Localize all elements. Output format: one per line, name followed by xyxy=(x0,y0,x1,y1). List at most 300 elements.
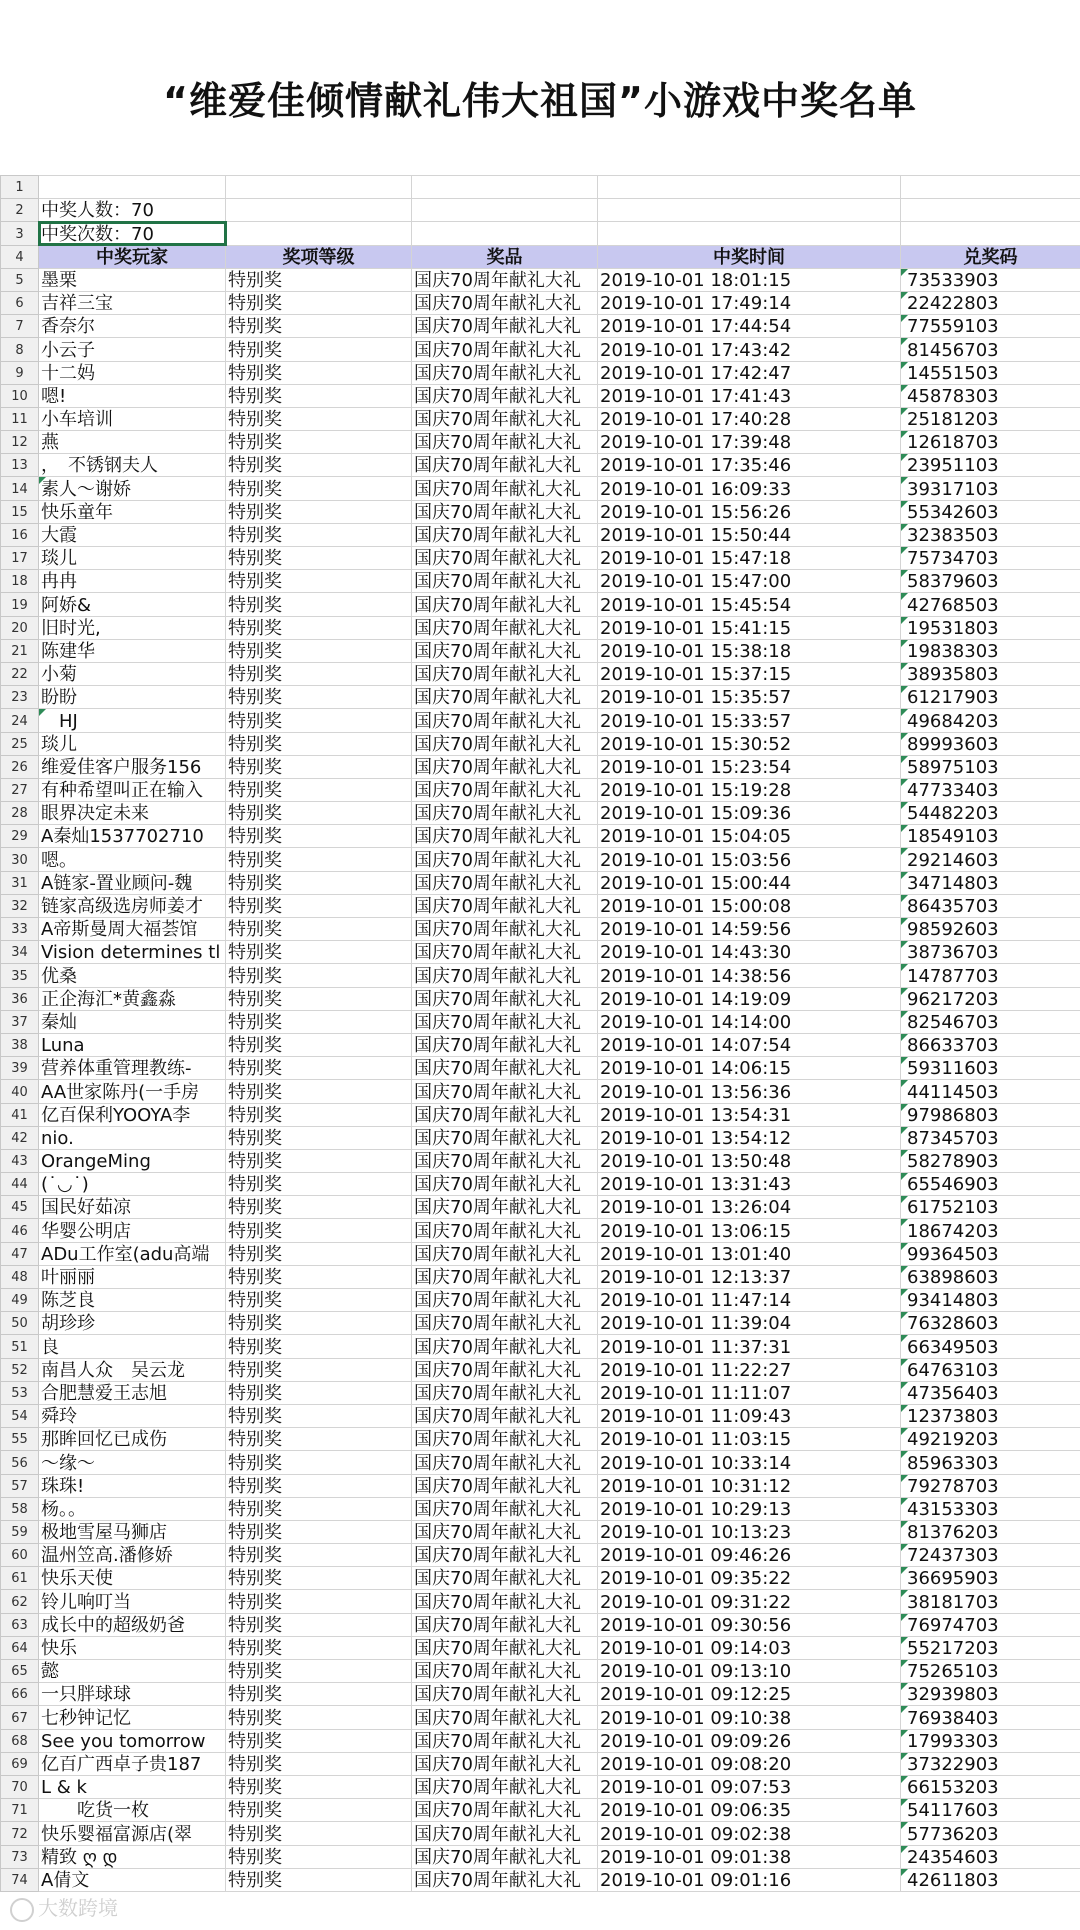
player-cell[interactable]: 舜玲 xyxy=(39,1404,226,1427)
cell[interactable] xyxy=(412,199,598,222)
prize-level-cell[interactable]: 特别奖 xyxy=(226,778,412,801)
prize-cell[interactable]: 国庆70周年献礼大礼 xyxy=(412,1404,598,1427)
redeem-code-cell[interactable]: 72437303 xyxy=(901,1544,1080,1567)
redeem-code-cell[interactable]: 64763103 xyxy=(901,1358,1080,1381)
redeem-code-cell[interactable]: 37322903 xyxy=(901,1752,1080,1775)
redeem-code-cell[interactable]: 17993303 xyxy=(901,1729,1080,1752)
redeem-code-cell[interactable]: 76328603 xyxy=(901,1312,1080,1335)
prize-level-cell[interactable]: 特别奖 xyxy=(226,1033,412,1056)
win-time-cell[interactable]: 2019-10-01 09:01:16 xyxy=(598,1868,901,1891)
player-cell[interactable]: 七秒钟记忆 xyxy=(39,1706,226,1729)
player-cell[interactable]: 吃货一枚 xyxy=(39,1799,226,1822)
win-time-cell[interactable]: 2019-10-01 15:23:54 xyxy=(598,755,901,778)
prize-cell[interactable]: 国庆70周年献礼大礼 xyxy=(412,709,598,732)
redeem-code-cell[interactable]: 58975103 xyxy=(901,755,1080,778)
redeem-code-cell[interactable]: 86435703 xyxy=(901,894,1080,917)
cell[interactable] xyxy=(412,176,598,199)
prize-cell[interactable]: 国庆70周年献礼大礼 xyxy=(412,1173,598,1196)
prize-cell[interactable]: 国庆70周年献礼大礼 xyxy=(412,593,598,616)
prize-cell[interactable]: 国庆70周年献礼大礼 xyxy=(412,1219,598,1242)
header-redeem-code[interactable]: 兑奖码 xyxy=(901,245,1080,268)
win-time-cell[interactable]: 2019-10-01 15:47:18 xyxy=(598,547,901,570)
cell[interactable] xyxy=(598,222,901,245)
win-time-cell[interactable]: 2019-10-01 16:09:33 xyxy=(598,477,901,500)
player-cell[interactable]: 合肥慧爱王志旭 xyxy=(39,1381,226,1404)
win-time-cell[interactable]: 2019-10-01 15:47:00 xyxy=(598,570,901,593)
prize-level-cell[interactable]: 特别奖 xyxy=(226,1265,412,1288)
prize-cell[interactable]: 国庆70周年献礼大礼 xyxy=(412,338,598,361)
prize-cell[interactable]: 国庆70周年献礼大礼 xyxy=(412,431,598,454)
win-time-cell[interactable]: 2019-10-01 09:12:25 xyxy=(598,1683,901,1706)
prize-level-cell[interactable]: 特别奖 xyxy=(226,1010,412,1033)
prize-level-cell[interactable]: 特别奖 xyxy=(226,1520,412,1543)
prize-level-cell[interactable]: 特别奖 xyxy=(226,1312,412,1335)
redeem-code-cell[interactable]: 24354603 xyxy=(901,1845,1080,1868)
redeem-code-cell[interactable]: 38736703 xyxy=(901,941,1080,964)
player-cell[interactable]: ， 不锈钢夫人 xyxy=(39,454,226,477)
redeem-code-cell[interactable]: 76974703 xyxy=(901,1613,1080,1636)
redeem-code-cell[interactable]: 55342603 xyxy=(901,500,1080,523)
player-cell[interactable]: ～缘～ xyxy=(39,1451,226,1474)
win-time-cell[interactable]: 2019-10-01 15:56:26 xyxy=(598,500,901,523)
win-time-cell[interactable]: 2019-10-01 09:07:53 xyxy=(598,1775,901,1798)
player-cell[interactable]: 有种希望叫正在输入 xyxy=(39,778,226,801)
win-time-cell[interactable]: 2019-10-01 09:06:35 xyxy=(598,1799,901,1822)
win-time-cell[interactable]: 2019-10-01 17:35:46 xyxy=(598,454,901,477)
player-cell[interactable]: 温州笠高.潘修娇 xyxy=(39,1544,226,1567)
player-cell[interactable]: 盼盼 xyxy=(39,686,226,709)
prize-level-cell[interactable]: 特别奖 xyxy=(226,1358,412,1381)
win-time-cell[interactable]: 2019-10-01 13:06:15 xyxy=(598,1219,901,1242)
player-cell[interactable]: 华婴公明店 xyxy=(39,1219,226,1242)
redeem-code-cell[interactable]: 61752103 xyxy=(901,1196,1080,1219)
redeem-code-cell[interactable]: 59311603 xyxy=(901,1057,1080,1080)
win-time-cell[interactable]: 2019-10-01 17:42:47 xyxy=(598,361,901,384)
player-cell[interactable]: OrangeMing xyxy=(39,1149,226,1172)
prize-cell[interactable]: 国庆70周年献礼大礼 xyxy=(412,918,598,941)
redeem-code-cell[interactable]: 14787703 xyxy=(901,964,1080,987)
cell[interactable] xyxy=(901,222,1080,245)
redeem-code-cell[interactable]: 65546903 xyxy=(901,1173,1080,1196)
redeem-code-cell[interactable]: 89993603 xyxy=(901,732,1080,755)
redeem-code-cell[interactable]: 19838303 xyxy=(901,639,1080,662)
prize-cell[interactable]: 国庆70周年献礼大礼 xyxy=(412,1613,598,1636)
player-cell[interactable]: 阿娇& xyxy=(39,593,226,616)
prize-level-cell[interactable]: 特别奖 xyxy=(226,407,412,430)
prize-level-cell[interactable]: 特别奖 xyxy=(226,1149,412,1172)
player-cell[interactable]: 嗯! xyxy=(39,384,226,407)
redeem-code-cell[interactable]: 42768503 xyxy=(901,593,1080,616)
player-cell[interactable]: 维爱佳客户服务156 xyxy=(39,755,226,778)
prize-cell[interactable]: 国庆70周年献礼大礼 xyxy=(412,315,598,338)
header-prize[interactable]: 奖品 xyxy=(412,245,598,268)
redeem-code-cell[interactable]: 29214603 xyxy=(901,848,1080,871)
player-cell[interactable]: A链家-置业顾问-魏 xyxy=(39,871,226,894)
win-time-cell[interactable]: 2019-10-01 09:10:38 xyxy=(598,1706,901,1729)
prize-cell[interactable]: 国庆70周年献礼大礼 xyxy=(412,778,598,801)
prize-level-cell[interactable]: 特别奖 xyxy=(226,1683,412,1706)
prize-cell[interactable]: 国庆70周年献礼大礼 xyxy=(412,662,598,685)
prize-level-cell[interactable]: 特别奖 xyxy=(226,1080,412,1103)
player-cell[interactable]: Vision determines tl xyxy=(39,941,226,964)
win-time-cell[interactable]: 2019-10-01 15:04:05 xyxy=(598,825,901,848)
prize-level-cell[interactable]: 特别奖 xyxy=(226,431,412,454)
prize-cell[interactable]: 国庆70周年献礼大礼 xyxy=(412,1057,598,1080)
prize-level-cell[interactable]: 特别奖 xyxy=(226,500,412,523)
win-time-cell[interactable]: 2019-10-01 14:07:54 xyxy=(598,1033,901,1056)
player-cell[interactable]: (˙◡˙) xyxy=(39,1173,226,1196)
redeem-code-cell[interactable]: 66153203 xyxy=(901,1775,1080,1798)
redeem-code-cell[interactable]: 93414803 xyxy=(901,1289,1080,1312)
prize-cell[interactable]: 国庆70周年献礼大礼 xyxy=(412,1010,598,1033)
prize-level-cell[interactable]: 特别奖 xyxy=(226,894,412,917)
prize-level-cell[interactable]: 特别奖 xyxy=(226,1706,412,1729)
redeem-code-cell[interactable]: 99364503 xyxy=(901,1242,1080,1265)
redeem-code-cell[interactable]: 66349503 xyxy=(901,1335,1080,1358)
prize-level-cell[interactable]: 特别奖 xyxy=(226,1868,412,1891)
cell[interactable] xyxy=(901,176,1080,199)
prize-cell[interactable]: 国庆70周年献礼大礼 xyxy=(412,1312,598,1335)
player-cell[interactable]: 南昌人众 吴云龙 xyxy=(39,1358,226,1381)
player-cell[interactable]: 墨栗 xyxy=(39,268,226,291)
win-time-cell[interactable]: 2019-10-01 11:37:31 xyxy=(598,1335,901,1358)
prize-level-cell[interactable]: 特别奖 xyxy=(226,1822,412,1845)
redeem-code-cell[interactable]: 43153303 xyxy=(901,1497,1080,1520)
player-cell[interactable]: 亿百广西卓子贵187 xyxy=(39,1752,226,1775)
win-time-cell[interactable]: 2019-10-01 14:14:00 xyxy=(598,1010,901,1033)
prize-level-cell[interactable]: 特别奖 xyxy=(226,871,412,894)
redeem-code-cell[interactable]: 19531803 xyxy=(901,616,1080,639)
win-time-cell[interactable]: 2019-10-01 11:03:15 xyxy=(598,1428,901,1451)
prize-cell[interactable]: 国庆70周年献礼大礼 xyxy=(412,802,598,825)
redeem-code-cell[interactable]: 38935803 xyxy=(901,662,1080,685)
player-cell[interactable]: 香奈尔 xyxy=(39,315,226,338)
redeem-code-cell[interactable]: 38181703 xyxy=(901,1590,1080,1613)
player-cell[interactable]: nio. xyxy=(39,1126,226,1149)
player-cell[interactable]: 铃儿响叮当 xyxy=(39,1590,226,1613)
prize-level-cell[interactable]: 特别奖 xyxy=(226,1335,412,1358)
player-cell[interactable]: 快乐天使 xyxy=(39,1567,226,1590)
prize-cell[interactable]: 国庆70周年献礼大礼 xyxy=(412,1196,598,1219)
prize-level-cell[interactable]: 特别奖 xyxy=(226,268,412,291)
player-cell[interactable]: 那眸回忆已成伤 xyxy=(39,1428,226,1451)
win-time-cell[interactable]: 2019-10-01 09:31:22 xyxy=(598,1590,901,1613)
prize-level-cell[interactable]: 特别奖 xyxy=(226,1404,412,1427)
redeem-code-cell[interactable]: 22422803 xyxy=(901,291,1080,314)
prize-level-cell[interactable]: 特别奖 xyxy=(226,1289,412,1312)
prize-cell[interactable]: 国庆70周年献礼大礼 xyxy=(412,268,598,291)
prize-cell[interactable]: 国庆70周年献礼大礼 xyxy=(412,1520,598,1543)
win-time-cell[interactable]: 2019-10-01 13:31:43 xyxy=(598,1173,901,1196)
redeem-code-cell[interactable]: 76938403 xyxy=(901,1706,1080,1729)
prize-level-cell[interactable]: 特别奖 xyxy=(226,1799,412,1822)
player-cell[interactable]: 小云子 xyxy=(39,338,226,361)
redeem-code-cell[interactable]: 63898603 xyxy=(901,1265,1080,1288)
player-cell[interactable]: 精致 ღ დ xyxy=(39,1845,226,1868)
prize-level-cell[interactable]: 特别奖 xyxy=(226,1173,412,1196)
player-cell[interactable]: 眼界决定未来 xyxy=(39,802,226,825)
prize-level-cell[interactable]: 特别奖 xyxy=(226,1636,412,1659)
player-cell[interactable]: 十二妈 xyxy=(39,361,226,384)
prize-level-cell[interactable]: 特别奖 xyxy=(226,338,412,361)
redeem-code-cell[interactable]: 58278903 xyxy=(901,1149,1080,1172)
prize-cell[interactable]: 国庆70周年献礼大礼 xyxy=(412,1636,598,1659)
prize-level-cell[interactable]: 特别奖 xyxy=(226,662,412,685)
win-time-cell[interactable]: 2019-10-01 15:45:54 xyxy=(598,593,901,616)
redeem-code-cell[interactable]: 23951103 xyxy=(901,454,1080,477)
prize-cell[interactable]: 国庆70周年献礼大礼 xyxy=(412,1080,598,1103)
redeem-code-cell[interactable]: 75265103 xyxy=(901,1660,1080,1683)
prize-level-cell[interactable]: 特别奖 xyxy=(226,1660,412,1683)
redeem-code-cell[interactable]: 49219203 xyxy=(901,1428,1080,1451)
prize-level-cell[interactable]: 特别奖 xyxy=(226,1126,412,1149)
prize-cell[interactable]: 国庆70周年献礼大礼 xyxy=(412,1381,598,1404)
prize-cell[interactable]: 国庆70周年献礼大礼 xyxy=(412,1242,598,1265)
win-time-cell[interactable]: 2019-10-01 14:59:56 xyxy=(598,918,901,941)
prize-cell[interactable]: 国庆70周年献礼大礼 xyxy=(412,1033,598,1056)
prize-level-cell[interactable]: 特别奖 xyxy=(226,1242,412,1265)
win-time-cell[interactable]: 2019-10-01 12:13:37 xyxy=(598,1265,901,1288)
prize-level-cell[interactable]: 特别奖 xyxy=(226,361,412,384)
prize-cell[interactable]: 国庆70周年献礼大礼 xyxy=(412,1335,598,1358)
win-time-cell[interactable]: 2019-10-01 09:02:38 xyxy=(598,1822,901,1845)
win-time-cell[interactable]: 2019-10-01 14:43:30 xyxy=(598,941,901,964)
player-cell[interactable]: 琰儿 xyxy=(39,732,226,755)
prize-cell[interactable]: 国庆70周年献礼大礼 xyxy=(412,384,598,407)
prize-cell[interactable]: 国庆70周年献礼大礼 xyxy=(412,1103,598,1126)
win-time-cell[interactable]: 2019-10-01 13:54:31 xyxy=(598,1103,901,1126)
player-cell[interactable]: 快乐婴福富源店(翠 xyxy=(39,1822,226,1845)
player-cell[interactable]: 冉冉 xyxy=(39,570,226,593)
prize-cell[interactable]: 国庆70周年献礼大礼 xyxy=(412,1729,598,1752)
prize-cell[interactable]: 国庆70周年献礼大礼 xyxy=(412,1683,598,1706)
prize-level-cell[interactable]: 特别奖 xyxy=(226,987,412,1010)
prize-level-cell[interactable]: 特别奖 xyxy=(226,1613,412,1636)
prize-level-cell[interactable]: 特别奖 xyxy=(226,1219,412,1242)
cell[interactable] xyxy=(901,199,1080,222)
win-time-cell[interactable]: 2019-10-01 10:31:12 xyxy=(598,1474,901,1497)
prize-level-cell[interactable]: 特别奖 xyxy=(226,825,412,848)
prize-level-cell[interactable]: 特别奖 xyxy=(226,1729,412,1752)
player-cell[interactable]: 陈建华 xyxy=(39,639,226,662)
player-cell[interactable]: 营养体重管理教练- xyxy=(39,1057,226,1080)
prize-level-cell[interactable]: 特别奖 xyxy=(226,593,412,616)
redeem-code-cell[interactable]: 73533903 xyxy=(901,268,1080,291)
win-time-cell[interactable]: 2019-10-01 10:13:23 xyxy=(598,1520,901,1543)
redeem-code-cell[interactable]: 49684203 xyxy=(901,709,1080,732)
prize-level-cell[interactable]: 特别奖 xyxy=(226,454,412,477)
player-cell[interactable]: 嗯。 xyxy=(39,848,226,871)
win-time-cell[interactable]: 2019-10-01 15:03:56 xyxy=(598,848,901,871)
cell[interactable] xyxy=(226,199,412,222)
prize-level-cell[interactable]: 特别奖 xyxy=(226,1544,412,1567)
prize-level-cell[interactable]: 特别奖 xyxy=(226,941,412,964)
player-cell[interactable]: A倩文 xyxy=(39,1868,226,1891)
prize-cell[interactable]: 国庆70周年献礼大礼 xyxy=(412,547,598,570)
redeem-code-cell[interactable]: 44114503 xyxy=(901,1080,1080,1103)
prize-cell[interactable]: 国庆70周年献礼大礼 xyxy=(412,1706,598,1729)
prize-level-cell[interactable]: 特别奖 xyxy=(226,1103,412,1126)
player-cell[interactable]: See you tomorrow xyxy=(39,1729,226,1752)
redeem-code-cell[interactable]: 77559103 xyxy=(901,315,1080,338)
prize-cell[interactable]: 国庆70周年献礼大礼 xyxy=(412,523,598,546)
prize-cell[interactable]: 国庆70周年献礼大礼 xyxy=(412,1428,598,1451)
win-time-cell[interactable]: 2019-10-01 09:14:03 xyxy=(598,1636,901,1659)
prize-level-cell[interactable]: 特别奖 xyxy=(226,918,412,941)
win-times-cell[interactable]: 中奖次数：70 xyxy=(39,222,226,245)
prize-cell[interactable]: 国庆70周年献礼大礼 xyxy=(412,686,598,709)
player-cell[interactable]: 快乐童年 xyxy=(39,500,226,523)
player-cell[interactable]: 杨。。 xyxy=(39,1497,226,1520)
prize-cell[interactable]: 国庆70周年献礼大礼 xyxy=(412,894,598,917)
prize-cell[interactable]: 国庆70周年献礼大礼 xyxy=(412,1265,598,1288)
prize-level-cell[interactable]: 特别奖 xyxy=(226,291,412,314)
prize-cell[interactable]: 国庆70周年献礼大礼 xyxy=(412,361,598,384)
player-cell[interactable]: 旧时光, xyxy=(39,616,226,639)
redeem-code-cell[interactable]: 58379603 xyxy=(901,570,1080,593)
win-time-cell[interactable]: 2019-10-01 15:50:44 xyxy=(598,523,901,546)
player-cell[interactable]: 亿百保利YOOYA李 xyxy=(39,1103,226,1126)
redeem-code-cell[interactable]: 79278703 xyxy=(901,1474,1080,1497)
prize-level-cell[interactable]: 特别奖 xyxy=(226,639,412,662)
prize-level-cell[interactable]: 特别奖 xyxy=(226,732,412,755)
redeem-code-cell[interactable]: 34714803 xyxy=(901,871,1080,894)
prize-cell[interactable]: 国庆70周年献礼大礼 xyxy=(412,755,598,778)
redeem-code-cell[interactable]: 54117603 xyxy=(901,1799,1080,1822)
prize-level-cell[interactable]: 特别奖 xyxy=(226,709,412,732)
win-time-cell[interactable]: 2019-10-01 17:44:54 xyxy=(598,315,901,338)
redeem-code-cell[interactable]: 54482203 xyxy=(901,802,1080,825)
prize-cell[interactable]: 国庆70周年献礼大礼 xyxy=(412,1497,598,1520)
prize-cell[interactable]: 国庆70周年献礼大礼 xyxy=(412,454,598,477)
prize-level-cell[interactable]: 特别奖 xyxy=(226,1567,412,1590)
win-time-cell[interactable]: 2019-10-01 09:08:20 xyxy=(598,1752,901,1775)
prize-cell[interactable]: 国庆70周年献礼大礼 xyxy=(412,1358,598,1381)
win-time-cell[interactable]: 2019-10-01 15:37:15 xyxy=(598,662,901,685)
prize-level-cell[interactable]: 特别奖 xyxy=(226,1775,412,1798)
win-time-cell[interactable]: 2019-10-01 15:30:52 xyxy=(598,732,901,755)
redeem-code-cell[interactable]: 18549103 xyxy=(901,825,1080,848)
prize-level-cell[interactable]: 特别奖 xyxy=(226,1451,412,1474)
win-time-cell[interactable]: 2019-10-01 15:19:28 xyxy=(598,778,901,801)
player-cell[interactable]: 懿 xyxy=(39,1660,226,1683)
win-time-cell[interactable]: 2019-10-01 15:00:44 xyxy=(598,871,901,894)
prize-cell[interactable]: 国庆70周年献礼大礼 xyxy=(412,1845,598,1868)
win-time-cell[interactable]: 2019-10-01 17:49:14 xyxy=(598,291,901,314)
prize-cell[interactable]: 国庆70周年献礼大礼 xyxy=(412,1775,598,1798)
redeem-code-cell[interactable]: 45878303 xyxy=(901,384,1080,407)
win-time-cell[interactable]: 2019-10-01 09:35:22 xyxy=(598,1567,901,1590)
prize-level-cell[interactable]: 特别奖 xyxy=(226,964,412,987)
player-cell[interactable]: HJ xyxy=(39,709,226,732)
win-time-cell[interactable]: 2019-10-01 17:39:48 xyxy=(598,431,901,454)
player-cell[interactable]: 素人～谢娇 xyxy=(39,477,226,500)
player-cell[interactable]: 正企海汇*黄鑫淼 xyxy=(39,987,226,1010)
prize-level-cell[interactable]: 特别奖 xyxy=(226,1845,412,1868)
win-time-cell[interactable]: 2019-10-01 09:13:10 xyxy=(598,1660,901,1683)
player-cell[interactable]: 优桑 xyxy=(39,964,226,987)
player-cell[interactable]: 胡珍珍 xyxy=(39,1312,226,1335)
redeem-code-cell[interactable]: 61217903 xyxy=(901,686,1080,709)
cell[interactable] xyxy=(226,222,412,245)
cell[interactable] xyxy=(226,176,412,199)
player-cell[interactable]: 吉祥三宝 xyxy=(39,291,226,314)
player-cell[interactable]: 陈芝良 xyxy=(39,1289,226,1312)
redeem-code-cell[interactable]: 81376203 xyxy=(901,1520,1080,1543)
player-cell[interactable]: 极地雪屋马狮店 xyxy=(39,1520,226,1543)
win-time-cell[interactable]: 2019-10-01 13:50:48 xyxy=(598,1149,901,1172)
redeem-code-cell[interactable]: 47356403 xyxy=(901,1381,1080,1404)
prize-cell[interactable]: 国庆70周年献礼大礼 xyxy=(412,570,598,593)
redeem-code-cell[interactable]: 87345703 xyxy=(901,1126,1080,1149)
player-cell[interactable]: A帝斯曼周大福荟馆 xyxy=(39,918,226,941)
win-time-cell[interactable]: 2019-10-01 11:09:43 xyxy=(598,1404,901,1427)
header-player[interactable]: 中奖玩家 xyxy=(39,245,226,268)
prize-level-cell[interactable]: 特别奖 xyxy=(226,1752,412,1775)
header-win-time[interactable]: 中奖时间 xyxy=(598,245,901,268)
prize-cell[interactable]: 国庆70周年献礼大礼 xyxy=(412,964,598,987)
prize-cell[interactable]: 国庆70周年献礼大礼 xyxy=(412,1752,598,1775)
win-time-cell[interactable]: 2019-10-01 15:33:57 xyxy=(598,709,901,732)
win-time-cell[interactable]: 2019-10-01 15:35:57 xyxy=(598,686,901,709)
redeem-code-cell[interactable]: 98592603 xyxy=(901,918,1080,941)
win-time-cell[interactable]: 2019-10-01 11:22:27 xyxy=(598,1358,901,1381)
prize-level-cell[interactable]: 特别奖 xyxy=(226,1381,412,1404)
win-time-cell[interactable]: 2019-10-01 17:40:28 xyxy=(598,407,901,430)
player-cell[interactable]: 秦灿 xyxy=(39,1010,226,1033)
player-cell[interactable]: 琰儿 xyxy=(39,547,226,570)
redeem-code-cell[interactable]: 55217203 xyxy=(901,1636,1080,1659)
prize-level-cell[interactable]: 特别奖 xyxy=(226,523,412,546)
prize-cell[interactable]: 国庆70周年献礼大礼 xyxy=(412,1590,598,1613)
prize-cell[interactable]: 国庆70周年献礼大礼 xyxy=(412,1149,598,1172)
prize-cell[interactable]: 国庆70周年献礼大礼 xyxy=(412,616,598,639)
prize-cell[interactable]: 国庆70周年献礼大礼 xyxy=(412,1474,598,1497)
prize-level-cell[interactable]: 特别奖 xyxy=(226,384,412,407)
redeem-code-cell[interactable]: 12373803 xyxy=(901,1404,1080,1427)
win-time-cell[interactable]: 2019-10-01 09:01:38 xyxy=(598,1845,901,1868)
player-cell[interactable]: 快乐 xyxy=(39,1636,226,1659)
prize-cell[interactable]: 国庆70周年献礼大礼 xyxy=(412,1799,598,1822)
prize-level-cell[interactable]: 特别奖 xyxy=(226,570,412,593)
player-cell[interactable]: 良 xyxy=(39,1335,226,1358)
win-time-cell[interactable]: 2019-10-01 14:06:15 xyxy=(598,1057,901,1080)
player-cell[interactable]: 小菊 xyxy=(39,662,226,685)
win-time-cell[interactable]: 2019-10-01 11:47:14 xyxy=(598,1289,901,1312)
prize-level-cell[interactable]: 特别奖 xyxy=(226,686,412,709)
prize-cell[interactable]: 国庆70周年献礼大礼 xyxy=(412,848,598,871)
cell[interactable] xyxy=(412,222,598,245)
player-cell[interactable]: ADu工作室(adu高端 xyxy=(39,1242,226,1265)
prize-cell[interactable]: 国庆70周年献礼大礼 xyxy=(412,1868,598,1891)
win-time-cell[interactable]: 2019-10-01 09:09:26 xyxy=(598,1729,901,1752)
win-time-cell[interactable]: 2019-10-01 10:29:13 xyxy=(598,1497,901,1520)
player-cell[interactable]: 叶丽丽 xyxy=(39,1265,226,1288)
win-time-cell[interactable]: 2019-10-01 18:01:15 xyxy=(598,268,901,291)
redeem-code-cell[interactable]: 82546703 xyxy=(901,1010,1080,1033)
redeem-code-cell[interactable]: 81456703 xyxy=(901,338,1080,361)
win-time-cell[interactable]: 2019-10-01 15:00:08 xyxy=(598,894,901,917)
cell[interactable] xyxy=(598,199,901,222)
win-time-cell[interactable]: 2019-10-01 11:11:07 xyxy=(598,1381,901,1404)
prize-cell[interactable]: 国庆70周年献礼大礼 xyxy=(412,871,598,894)
redeem-code-cell[interactable]: 57736203 xyxy=(901,1822,1080,1845)
prize-level-cell[interactable]: 特别奖 xyxy=(226,848,412,871)
redeem-code-cell[interactable]: 96217203 xyxy=(901,987,1080,1010)
win-time-cell[interactable]: 2019-10-01 15:09:36 xyxy=(598,802,901,825)
prize-level-cell[interactable]: 特别奖 xyxy=(226,616,412,639)
winner-count-cell[interactable]: 中奖人数：70 xyxy=(39,199,226,222)
